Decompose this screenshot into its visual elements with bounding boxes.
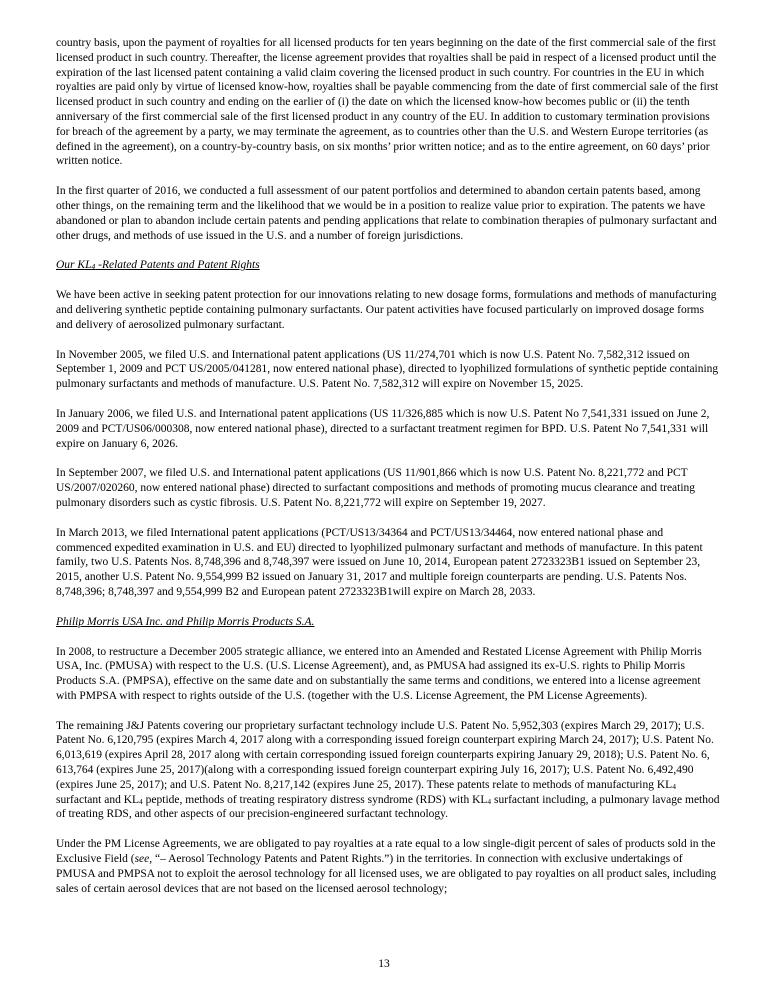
jj-subscript-3: 4 — [487, 796, 492, 806]
heading-kl4-subscript: 4 — [91, 262, 96, 272]
jj-subscript-1: 4 — [672, 781, 676, 791]
paragraph-january-2006: In January 2006, we filed U.S. and International patent applications (US 11/326,885 which is now U.S. Patent No 7,541,331 issued on June 2, 2009 and PCT/US06/000308, now entered national phase), directed to a surfactant treatment regimen for BPD. U.S. Patent No 7,541,331 will expire on January 6, 2026. — [56, 407, 710, 450]
paragraph-pm-license: In 2008, to restructure a December 2005 strategic alliance, we entered into an Amended and Restated License Agreement with Philip Morris USA, Inc. (PMUSA) with respect to the U.S. (U.S. License Agreement), and, as PMUSA had assigned its ex-U.S. rights to Philip Morris Products S.A. (PMPSA), effective on the same date and on substantially the same terms and conditions, we entered into a license agreement with PMPSA with respect to rights outside of the U.S. (together with the U.S. License Agreement, the PM License Agreements). — [56, 645, 702, 702]
jj-text-a: The remaining J&J Patents covering our proprietary surfactant technology include U.S. Patent No. 5,952,303 (expires March 29, 2017); U.S. Patent No. 6,120,795 (expires March 4, 2017 along with a corresponding issued foreign counterpart expiring March 24, 2017); U.S. Patent No. 6,013,619 (expires April 28, 2017 along with certain corresponding issued foreign counterparts expiring January 29, 2018); U.S. Patent No. 6, 613,764 (expires June 25, 2017)(along with a corresponding issued foreign counterpart expiring July 16, 2017); U.S. Patent No. 6,492,490 (expires June 25, 2017); and U.S. Patent No. 8,217,142 (expires June 25, 2017). These patents relate to methods of manufacturing KL — [56, 719, 714, 791]
paragraph-patent-protection: We have been active in seeking patent protection for our innovations relating to new dosage forms, formulations and methods of manufacturing and delivering synthetic peptide containing pulmonary surfactants. Our patent activities have focused particularly on improved dosage forms and delivery of aerosolized pulmonary surfactant. — [56, 289, 717, 331]
heading-kl4-patents — [56, 258, 720, 273]
jj-text-d: surfactant including, a pulmonary lavage method of treating RDS, and other aspects of our precision-engineered surfactant technology. — [56, 793, 720, 821]
paragraph-september-2007: In September 2007, we filed U.S. and International patent applications (US 11/901,866 which is now U.S. Patent No. 8,221,772 and PCT US/2007/020260, now entered national phase) directed to surfactant compositions and methods of promoting mucus clearance and treating pulmonary disorders such as cystic fibrosis. U.S. Patent No. 8,221,772 will expire on September 19, 2027. — [56, 467, 696, 509]
pm-royalties-see: see, — [134, 853, 153, 866]
paragraph-patent-assessment: In the first quarter of 2016, we conducted a full assessment of our patent portfolios and determined to abandon certain patents based, among other things, on the remaining term and the likelihood that we would be in a position to realize value prior to expiration. The patents we have abandoned or plan to abandon include certain patents and pending applications that relate to combination therapies of pulmonary surfactant and other drugs, and methods of use issued in the U.S. and a number of foreign jurisdictions. — [56, 185, 717, 242]
page-body — [56, 36, 720, 896]
heading-kl4-text-pre: Our KL — [56, 259, 92, 272]
paragraph-jj-patents — [56, 719, 720, 823]
paragraph-march-2013: In March 2013, we filed International patent applications (PCT/US13/34364 and PCT/US13/34464, now entered national phase and commenced expedited examination in U.S. and EU) directed to lyophilized pulmonary surfactant and methods of manufacture. In this patent family, two U.S. Patents Nos. 8,748,396 and 8,748,397 were issued on June 10, 2014, European patent 2723323B1 issued on September 23, 2015, another U.S. Patent No. 9,554,999 B2 issued on January 31, 2017 and multiple foreign counterparts are pending. U.S. Patents Nos. 8,748,396; 8,748,397 and 9,554,999 B2 and European patent 2723323B1will expire on March 28, 2033. — [56, 526, 703, 598]
paragraph-pm-royalties — [56, 837, 720, 896]
jj-text-c: peptide, methods of treating respiratory distress syndrome (RDS) with KL — [142, 793, 488, 806]
pm-royalties-text-a: Under the PM License Agreements, we are obligated to pay royalties at a rate equal to a low single-digit percent of sales of products sold in the Exclusive Field ( — [56, 838, 716, 866]
page-number: 13 — [378, 958, 390, 970]
heading-kl4-text-post: -Related Patents and Patent Rights — [95, 259, 260, 272]
paragraph-november-2005: In November 2005, we filed U.S. and International patent applications (US 11/274,701 which is now U.S. Patent No. 7,582,312 issued on September 1, 2009 and PCT US/2005/041281, now entered national phase), directed to lyophilized formulations of synthetic peptide containing pulmonary surfactants and methods of manufacture. U.S. Patent No. 7,582,312 will expire on November 15, 2025. — [56, 348, 719, 391]
jj-text-b: surfactant and KL — [56, 793, 140, 806]
pm-royalties-text-b: “– Aerosol Technology Patents and Patent Rights.”) in the territories. In connection with exclusive undertakings of PMUSA and PMPSA not to exploit the aerosol technology for all licensed uses, we are obligated to pay royalties on all product sales, including sales of certain aerosol devices that are not based on the licensed aerosol technology; — [56, 853, 717, 895]
jj-subscript-2: 4 — [139, 796, 143, 806]
heading-philip-morris: Philip Morris USA Inc. and Philip Morris Products S.A. — [56, 615, 315, 628]
paragraph-royalty-terms: country basis, upon the payment of royalties for all licensed products for ten years beginning on the date of the first commercial sale of the first licensed product in such country. Thereafter, the license agreement provides that royalties shall be paid in respect of a licensed product until the expiration of the last licensed patent containing a valid claim covering the licensed product in such country. For countries in the EU in which royalties are paid only by virtue of licensed know-how, royalties shall be payable commencing from the date of first commercial sale of the first licensed product in such country and ending on the earlier of (i) the date on which the licensed know-how becomes public or (ii) the tenth anniversary of the first commercial sale of the first licensed product in any country of the EU. In addition to customary termination provisions for breach of the agreement by a party, we may terminate the agreement, as to countries other than the U.S. and Western Europe territories (as defined in the agreement), on a country-by-country basis, on six months’ prior written notice; and as to the entire agreement, on 60 days’ prior written notice. — [56, 37, 719, 168]
